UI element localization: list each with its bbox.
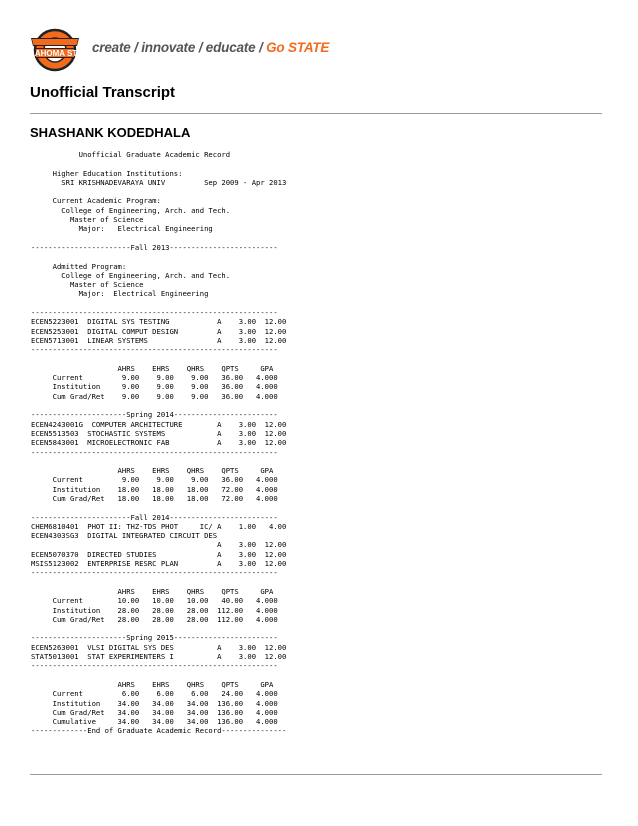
record-line: CHEM6810401 PHOT II: THZ-TDS PHOT IC/ A 1.00 4.00 bbox=[31, 521, 287, 531]
brand-tagline bbox=[92, 40, 329, 55]
record-line: --------------------------------------------------------- bbox=[31, 568, 278, 578]
record-line: ECEN5223001 DIGITAL SYS TESTING A 3.00 12.00 bbox=[31, 317, 287, 327]
record-line: AHRS EHRS QHRS QPTS GPA bbox=[31, 363, 274, 373]
logo-lettering: OKLAHOMA STATE bbox=[17, 49, 93, 58]
academic-record bbox=[31, 150, 286, 736]
student-name: SHASHANK KODEDHALA bbox=[30, 125, 191, 140]
record-line bbox=[31, 624, 286, 633]
record-line: ECEN5513503 STOCHASTIC SYSTEMS A 3.00 12.00 bbox=[31, 428, 287, 438]
record-line bbox=[31, 187, 286, 196]
record-line bbox=[31, 234, 286, 243]
record-line: Unofficial Graduate Academic Record bbox=[31, 150, 231, 159]
record-line: -------------End of Graduate Academic Record--------------- bbox=[31, 726, 287, 736]
record-line: AHRS EHRS QHRS QPTS GPA bbox=[31, 466, 274, 476]
record-line: STAT5013001 STAT EXPERIMENTERS I A 3.00 12.00 bbox=[31, 652, 287, 662]
record-line: SRI KRISHNADEVARAYA UNIV Sep 2009 - Apr 2013 bbox=[31, 177, 287, 187]
record-line: Institution 28.00 28.00 28.00 112.00 4.000 bbox=[31, 605, 278, 615]
record-line: Cum Grad/Ret 9.00 9.00 9.00 36.00 4.000 bbox=[31, 391, 278, 401]
record-line: Cum Grad/Ret 34.00 34.00 34.00 136.00 4.000 bbox=[31, 707, 278, 717]
osu-logo bbox=[17, 26, 93, 72]
record-line: ECEN5253001 DIGITAL COMPUT DESIGN A 3.00 12.00 bbox=[31, 326, 287, 336]
tagline-accent: Go STATE bbox=[266, 40, 330, 55]
record-line: Major: Electrical Engineering bbox=[31, 289, 209, 299]
osu-logo-icon bbox=[17, 26, 93, 72]
record-line: ECEN5263001 VLSI DIGITAL SYS DES A 3.00 12.00 bbox=[31, 642, 287, 652]
record-line: Current 9.00 9.00 9.00 36.00 4.000 bbox=[31, 373, 278, 383]
record-line: Institution 9.00 9.00 9.00 36.00 4.000 bbox=[31, 382, 278, 392]
record-line: Institution 34.00 34.00 34.00 136.00 4.000 bbox=[31, 698, 278, 708]
page-title: Unofficial Transcript bbox=[30, 84, 176, 101]
record-line: ----------------------Spring 2015------------------------ bbox=[31, 633, 278, 643]
record-line bbox=[31, 503, 286, 512]
record-line bbox=[31, 355, 286, 364]
record-line: --------------------------------------------------------- bbox=[31, 345, 278, 355]
record-line: AHRS EHRS QHRS QPTS GPA bbox=[31, 679, 274, 689]
record-line: Current 10.00 10.00 10.00 40.00 4.000 bbox=[31, 596, 278, 606]
footer-divider bbox=[30, 774, 602, 775]
record-line: ECEN5713001 LINEAR SYSTEMS A 3.00 12.00 bbox=[31, 335, 287, 345]
record-line bbox=[31, 159, 286, 168]
header-divider bbox=[30, 113, 602, 114]
record-line: A 3.00 12.00 bbox=[31, 540, 287, 550]
record-line: AHRS EHRS QHRS QPTS GPA bbox=[31, 586, 274, 596]
record-line bbox=[31, 401, 286, 410]
record-line: Cumulative 34.00 34.00 34.00 136.00 4.000 bbox=[31, 717, 278, 727]
record-line: --------------------------------------------------------- bbox=[31, 447, 278, 457]
record-line: Major: Electrical Engineering bbox=[31, 224, 213, 234]
record-line: College of Engineering, Arch. and Tech. bbox=[31, 270, 231, 280]
record-line: Current Academic Program: bbox=[31, 196, 161, 206]
record-line: College of Engineering, Arch. and Tech. bbox=[31, 205, 231, 215]
record-line bbox=[31, 671, 286, 680]
record-line: -----------------------Fall 2014------------------------- bbox=[31, 512, 278, 522]
record-line: Current 6.00 6.00 6.00 24.00 4.000 bbox=[31, 689, 278, 699]
record-line: --------------------------------------------------------- bbox=[31, 308, 278, 318]
record-line: MSIS5123002 ENTERPRISE RESRC PLAN A 3.00 12.00 bbox=[31, 559, 287, 569]
record-line: ECEN4303SG3 DIGITAL INTEGRATED CIRCUIT DES bbox=[31, 531, 218, 541]
record-line: Admitted Program: bbox=[31, 261, 127, 271]
record-line: Institution 18.00 18.00 18.00 72.00 4.000 bbox=[31, 484, 278, 494]
record-line: ----------------------Spring 2014------------------------ bbox=[31, 410, 278, 420]
record-line: Higher Education Institutions: bbox=[31, 168, 183, 178]
record-line bbox=[31, 252, 286, 261]
record-line bbox=[31, 578, 286, 587]
record-line: Cum Grad/Ret 28.00 28.00 28.00 112.00 4.000 bbox=[31, 614, 278, 624]
tagline-main: create / innovate / educate / bbox=[92, 40, 267, 55]
record-line bbox=[31, 457, 286, 466]
record-line: -----------------------Fall 2013------------------------- bbox=[31, 242, 278, 252]
record-line: ECEN5070370 DIRECTED STUDIES A 3.00 12.00 bbox=[31, 549, 287, 559]
record-line bbox=[31, 299, 286, 308]
record-line: Master of Science bbox=[31, 280, 144, 290]
record-line: ECEN5843001 MICROELECTRONIC FAB A 3.00 12.00 bbox=[31, 438, 287, 448]
record-line: Cum Grad/Ret 18.00 18.00 18.00 72.00 4.000 bbox=[31, 493, 278, 503]
record-line: Current 9.00 9.00 9.00 36.00 4.000 bbox=[31, 475, 278, 485]
record-line: --------------------------------------------------------- bbox=[31, 661, 278, 671]
record-line: Master of Science bbox=[31, 215, 144, 225]
record-line: ECEN4243001G COMPUTER ARCHITECTURE A 3.00 12.00 bbox=[31, 419, 287, 429]
